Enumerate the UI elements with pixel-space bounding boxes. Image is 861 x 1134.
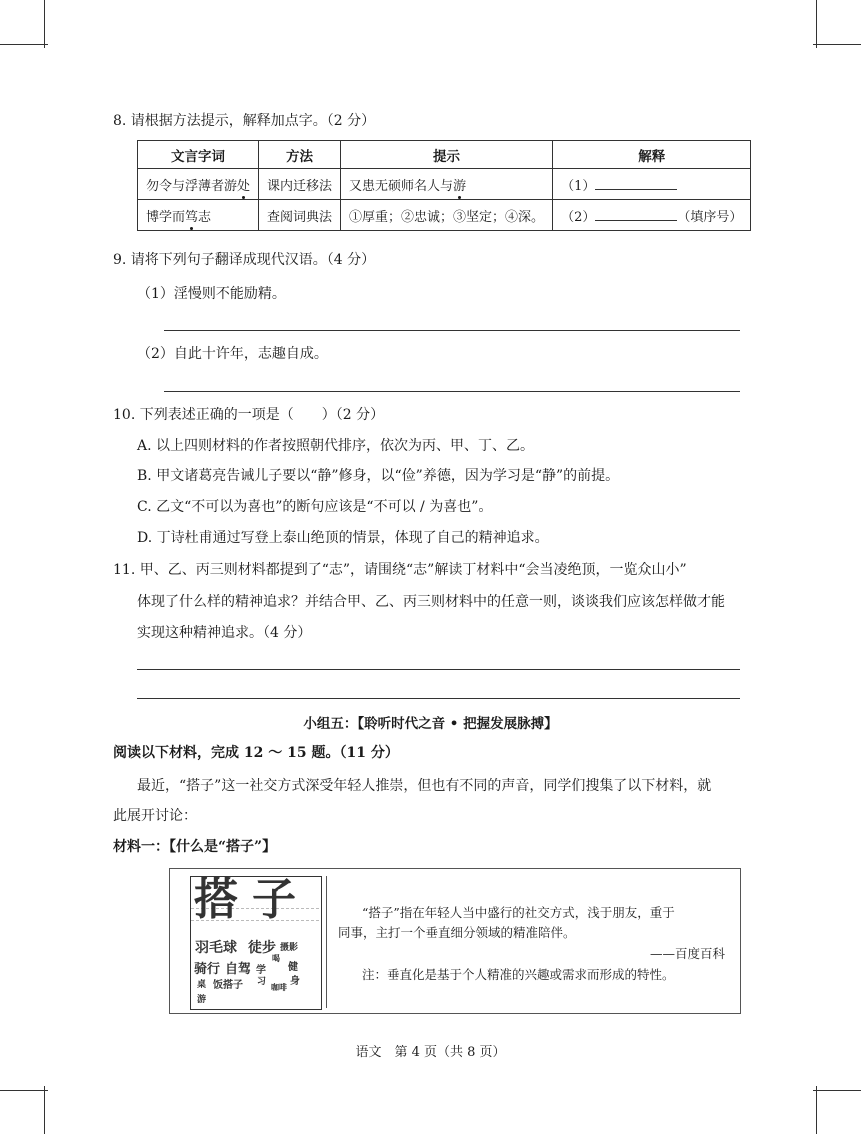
table-header: 解释: [553, 141, 751, 169]
q8-table: [137, 140, 751, 231]
reading-instruction: 阅读以下材料，完成 12 ～ 15 题。（11 分）: [113, 745, 399, 761]
image-keyword: 骑行: [194, 962, 221, 977]
question-10-title: 10. 下列表述正确的一项是（ ）（2 分）: [113, 407, 385, 423]
word-cell: 博学而笃志: [138, 200, 259, 231]
word-cell: 勿令与浮薄者游处: [138, 169, 259, 200]
q9-sentence-1: （1）淫慢则不能励精。: [137, 286, 286, 302]
image-keyword: 学: [256, 965, 266, 976]
image-keyword: 桌: [197, 980, 207, 990]
answer-cell[interactable]: （2） （填序号）: [553, 200, 751, 231]
table-header: 方法: [259, 141, 341, 169]
image-keyword: 饭搭子: [213, 980, 243, 991]
q9-sentence-2: （2）自此十许年，志趣自成。: [137, 346, 328, 362]
intro-paragraph-line-1: 最近，“搭子”这一社交方式深受年轻人推崇，但也有不同的声音，同学们搜集了以下材料，就: [137, 778, 712, 794]
divider: [326, 876, 327, 1008]
hint-cell: ①厚重；②忠诚；③坚定；④深。: [341, 200, 553, 231]
image-keyword: 羽毛球: [195, 940, 237, 956]
intro-paragraph-line-2: 此展开讨论：: [113, 808, 197, 824]
question-11-line-2: 体现了什么样的精神追求？并结合甲、乙、丙三则材料中的任意一则，谈谈我们应该怎样做才能: [137, 594, 725, 610]
image-title-char: 搭: [194, 874, 238, 925]
table-header: 文言字词: [138, 141, 259, 169]
answer-line[interactable]: [137, 669, 740, 670]
option-a: A. 以上四则材料的作者按照朝代排序，依次为丙、甲、丁、乙。: [137, 438, 535, 454]
emphasis-char: 笃: [185, 206, 198, 225]
option-b: B. 甲文诸葛亮告诫儿子要以“静”修身，以“俭”养德，因为学习是“静”的前提。: [137, 468, 620, 484]
page-footer: 语文 第 4 页（共 8 页）: [355, 1045, 506, 1060]
image-keyword: 自驾: [225, 962, 252, 977]
option-d: D. 丁诗杜甫通过写登上泰山绝顶的情景，体现了自己的精神追求。: [137, 530, 549, 546]
definition-note: 注：垂直化是基于个人精准的兴趣或需求而形成的特性。: [362, 967, 675, 982]
option-c: C. 乙文“不可以为喜也”的断句应该是“不可以 / 为喜也”。: [137, 499, 493, 515]
table-row: [138, 200, 751, 231]
image-keyword: 健: [288, 962, 298, 973]
section-heading: 小组五：【聆听时代之音 • 把握发展脉搏】: [303, 716, 558, 732]
answer-blank[interactable]: [595, 175, 677, 190]
answer-line[interactable]: [164, 330, 740, 331]
crop-mark: [813, 44, 861, 45]
answer-cell[interactable]: （1）: [553, 169, 751, 200]
crop-mark: [44, 0, 45, 48]
emphasis-char: 处: [237, 175, 250, 194]
question-8-title: 8. 请根据方法提示，解释加点字。（2 分）: [113, 113, 376, 129]
source-citation: ——百度百科: [650, 946, 726, 961]
method-cell: 课内迁移法: [259, 169, 341, 200]
crop-mark: [816, 1086, 817, 1134]
image-keyword: 喝: [272, 954, 280, 963]
emphasis-char: 游: [453, 175, 466, 194]
hint-cell: 又患无硕师名人与游: [341, 169, 553, 200]
answer-line[interactable]: [137, 698, 740, 699]
crop-mark: [0, 1090, 48, 1091]
material-label: 材料一：【什么是“搭子”】: [113, 839, 277, 855]
definition-line-1: “搭子”指在年轻人当中盛行的社交方式，浅于朋友，重于: [362, 905, 675, 920]
image-keyword: 徒步: [248, 940, 276, 956]
crop-mark: [0, 44, 48, 45]
answer-line[interactable]: [164, 391, 740, 392]
image-keyword: 摄影: [280, 943, 299, 953]
table-row: [138, 169, 751, 200]
answer-blank[interactable]: [595, 206, 677, 221]
question-11-line-1: 11. 甲、乙、丙三则材料都提到了“志”，请围绕“志”解读丁材料中“会当凌绝顶，一览众山小”: [113, 562, 687, 578]
question-9-title: 9. 请将下列句子翻译成现代汉语。（4 分）: [113, 252, 376, 268]
question-11-line-3: 实现这种精神追求。（4 分）: [137, 625, 312, 641]
image-keyword: 游: [197, 995, 207, 1005]
table-header: 提示: [341, 141, 553, 169]
crop-mark: [813, 1090, 861, 1091]
image-keyword: 习: [257, 977, 267, 987]
crop-mark: [816, 0, 817, 48]
image-keyword: 咖啡: [271, 983, 287, 992]
method-cell: 查阅词典法: [259, 200, 341, 231]
image-keyword: 身: [290, 976, 300, 987]
crop-mark: [44, 1086, 45, 1134]
definition-line-2: 同事，主打一个垂直细分领域的精准陪伴。: [338, 925, 576, 940]
image-title-char: 子: [252, 874, 296, 925]
